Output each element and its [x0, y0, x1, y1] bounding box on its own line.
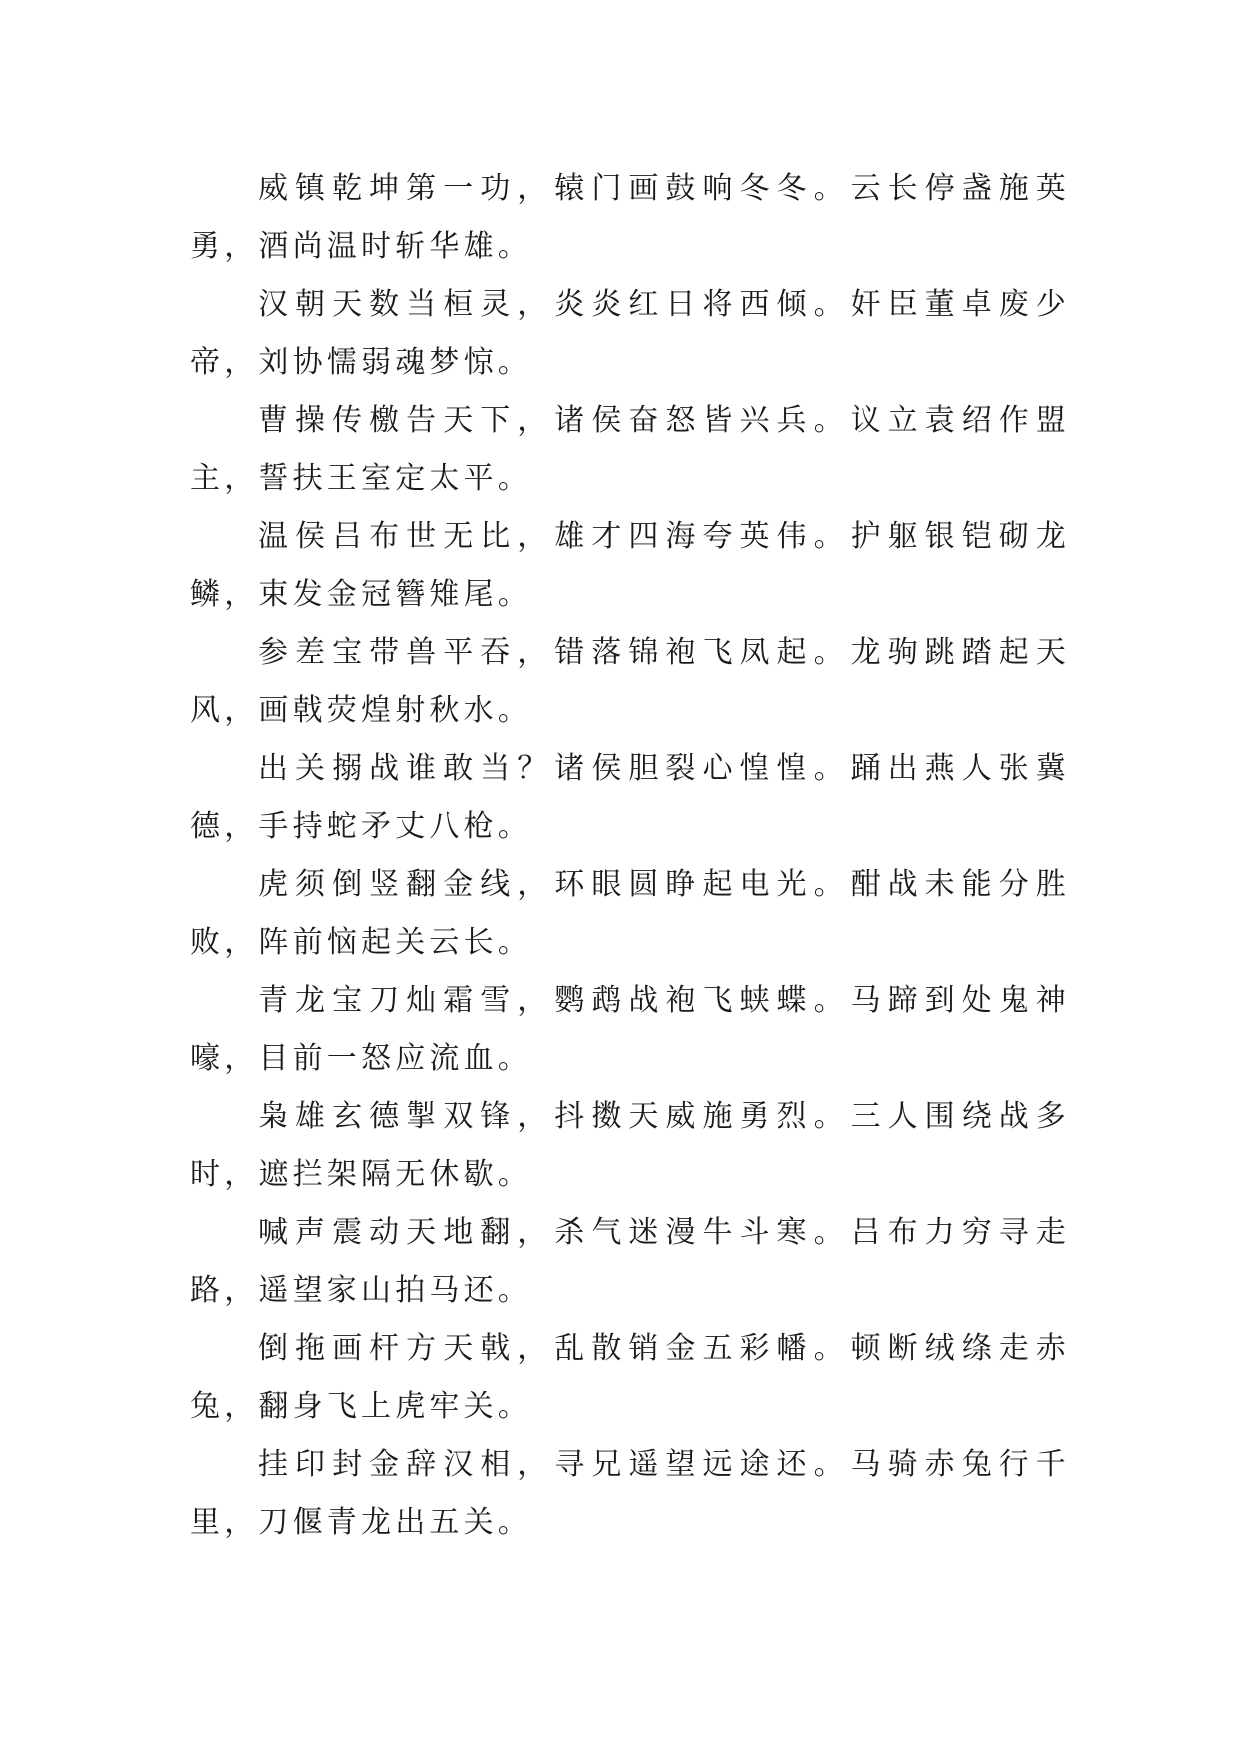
- paragraph-2: 汉朝天数当桓灵，炎炎红日将西倾。奸臣董卓废少帝，刘协懦弱魂梦惊。: [190, 287, 1070, 380]
- paragraph-11: 倒拖画杆方天戟，乱散销金五彩幡。顿断绒绦走赤兔，翻身飞上虎牢关。: [190, 1331, 1070, 1424]
- paragraph-4: 温侯吕布世无比，雄才四海夸英伟。护躯银铠砌龙鳞，束发金冠簪雉尾。: [190, 519, 1070, 612]
- paragraph-9: 枭雄玄德掣双锋，抖擞天威施勇烈。三人围绕战多时，遮拦架隔无休歇。: [190, 1099, 1070, 1192]
- paragraph-6: 出关搦战谁敢当？诸侯胆裂心惶惶。踊出燕人张冀德，手持蛇矛丈八枪。: [190, 751, 1070, 844]
- paragraph-12: 挂印封金辞汉相，寻兄遥望远途还。马骑赤兔行千里，刀偃青龙出五关。: [190, 1447, 1070, 1540]
- paragraph-5: 参差宝带兽平吞，错落锦袍飞凤起。龙驹跳踏起天风，画戟荧煌射秋水。: [190, 635, 1070, 728]
- paragraph-8: 青龙宝刀灿霜雪，鹦鹉战袍飞蛱蝶。马蹄到处鬼神嚎，目前一怒应流血。: [190, 983, 1070, 1076]
- paragraph-10: 喊声震动天地翻，杀气迷漫牛斗寒。吕布力穷寻走路，遥望家山拍马还。: [190, 1215, 1070, 1308]
- paragraph-3: 曹操传檄告天下，诸侯奋怒皆兴兵。议立袁绍作盟主，誓扶王室定太平。: [190, 403, 1070, 496]
- paragraph-7: 虎须倒竖翻金线，环眼圆睁起电光。酣战未能分胜败，阵前恼起关云长。: [190, 867, 1070, 960]
- paragraph-1: 威镇乾坤第一功，辕门画鼓响冬冬。云长停盏施英勇，酒尚温时斩华雄。: [190, 171, 1070, 264]
- poem-body: [190, 160, 1070, 1552]
